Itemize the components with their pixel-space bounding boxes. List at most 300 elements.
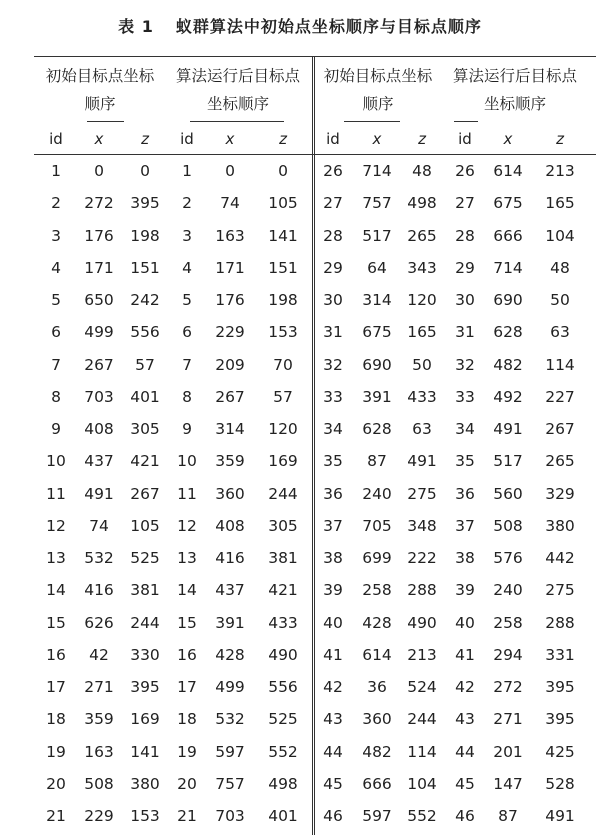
table-cell: 556 xyxy=(268,678,298,696)
table-cell: 425 xyxy=(545,742,575,761)
table-cell: 30 xyxy=(455,291,475,309)
table-row xyxy=(0,768,600,800)
table-cell: 87 xyxy=(367,452,387,471)
table-cell: 267 xyxy=(84,355,114,374)
table-cell: 416 xyxy=(84,581,114,600)
table-cell: 650 xyxy=(84,291,114,309)
table-row xyxy=(0,316,600,348)
table-cell: 29 xyxy=(455,258,475,277)
table-cell: 401 xyxy=(130,387,160,406)
table-cell: 37 xyxy=(323,516,343,535)
table-cell: 33 xyxy=(455,387,475,406)
table-cell: 20 xyxy=(177,774,197,793)
group-header-line1: 算法运行后目标点 xyxy=(175,67,300,85)
table-cell: 169 xyxy=(130,710,160,729)
table-cell: 491 xyxy=(493,420,523,438)
table-cell: 28 xyxy=(455,226,475,245)
table-cell: 38 xyxy=(455,549,475,567)
table-cell: 294 xyxy=(493,645,523,664)
table-cell: 552 xyxy=(268,742,298,761)
table-row xyxy=(0,542,600,574)
table-cell: 16 xyxy=(46,645,66,664)
table-cell: 428 xyxy=(215,645,245,664)
table-cell: 391 xyxy=(215,613,245,632)
table-cell: 151 xyxy=(130,258,160,277)
table-cell: 34 xyxy=(455,420,475,438)
table-cell: 7 xyxy=(51,355,61,374)
table-cell: 46 xyxy=(455,807,475,825)
table-cell: 381 xyxy=(268,549,298,567)
table-cell: 213 xyxy=(545,162,575,180)
table-cell: 703 xyxy=(215,807,245,825)
table-cell: 35 xyxy=(455,452,475,471)
group-header-2 xyxy=(173,62,303,118)
table-cell: 40 xyxy=(323,613,343,632)
table-cell: 48 xyxy=(412,162,432,180)
table-cell: 114 xyxy=(407,742,437,761)
table-cell: 43 xyxy=(455,710,475,729)
table-cell: 690 xyxy=(493,291,523,309)
table-cell: 198 xyxy=(268,291,298,309)
group-header-1 xyxy=(35,62,165,118)
table-cell: 532 xyxy=(84,549,114,567)
table-cell: 1 xyxy=(182,162,192,180)
table-cell: 380 xyxy=(545,516,575,535)
table-cell: 147 xyxy=(493,774,523,793)
table-cell: 32 xyxy=(455,355,475,374)
table-row xyxy=(0,445,600,477)
table-cell: 104 xyxy=(407,774,437,793)
table-cell: 41 xyxy=(323,645,343,664)
table-cell: 151 xyxy=(268,258,298,277)
table-cell: 329 xyxy=(545,484,575,503)
table-cell: 517 xyxy=(493,452,523,471)
table-row xyxy=(0,703,600,735)
table-cell: 15 xyxy=(177,613,197,632)
table-cell: 41 xyxy=(455,645,475,664)
table-cell: 244 xyxy=(407,710,437,729)
table-cell: 705 xyxy=(362,516,392,535)
table-top-rule xyxy=(34,56,596,57)
table-cell: 421 xyxy=(130,452,160,471)
table-cell: 499 xyxy=(84,323,114,342)
table-cell: 626 xyxy=(84,613,114,632)
column-header-id: id xyxy=(458,130,472,148)
table-cell: 437 xyxy=(215,581,245,600)
table-cell: 498 xyxy=(268,774,298,793)
table-cell: 552 xyxy=(407,807,437,825)
table-cell: 408 xyxy=(215,516,245,535)
table-cell: 70 xyxy=(273,355,293,374)
table-cell: 4 xyxy=(51,258,61,277)
table-cell: 416 xyxy=(215,549,245,567)
table-cell: 265 xyxy=(407,226,437,245)
table-cell: 36 xyxy=(455,484,475,503)
column-header-x: x xyxy=(372,130,382,148)
table-row xyxy=(0,639,600,671)
table-cell: 153 xyxy=(268,323,298,342)
table-cell: 4 xyxy=(182,258,192,277)
table-caption xyxy=(0,14,600,37)
table-cell: 528 xyxy=(545,774,575,793)
table-cell: 6 xyxy=(182,323,192,342)
table-cell: 666 xyxy=(362,774,392,793)
table-cell: 401 xyxy=(268,807,298,825)
group-header-4 xyxy=(450,62,580,118)
table-cell: 176 xyxy=(84,226,114,245)
table-cell: 395 xyxy=(545,710,575,729)
table-cell: 209 xyxy=(215,355,245,374)
table-cell: 222 xyxy=(407,549,437,567)
table-cell: 8 xyxy=(51,387,61,406)
table-cell: 0 xyxy=(140,162,150,180)
table-cell: 153 xyxy=(130,807,160,825)
table-cell: 18 xyxy=(46,710,66,729)
table-cell: 498 xyxy=(407,194,437,213)
group-header-line2: 顺序 xyxy=(84,95,116,113)
table-cell: 757 xyxy=(215,774,245,793)
table-cell: 6 xyxy=(51,323,61,342)
table-cell: 272 xyxy=(493,678,523,696)
table-cell: 31 xyxy=(323,323,343,342)
table-cell: 198 xyxy=(130,226,160,245)
table-cell: 272 xyxy=(84,194,114,213)
table-cell: 5 xyxy=(182,291,192,309)
table-cell: 14 xyxy=(177,581,197,600)
table-cell: 171 xyxy=(215,258,245,277)
group-underline-3 xyxy=(344,121,400,122)
table-cell: 57 xyxy=(273,387,293,406)
table-cell: 15 xyxy=(46,613,66,632)
table-cell: 433 xyxy=(407,387,437,406)
table-cell: 628 xyxy=(493,323,523,342)
table-cell: 48 xyxy=(550,258,570,277)
table-cell: 359 xyxy=(215,452,245,471)
table-label: 表 1 xyxy=(118,17,154,36)
table-cell: 74 xyxy=(89,516,109,535)
table-cell: 699 xyxy=(362,549,392,567)
table-cell: 36 xyxy=(323,484,343,503)
table-cell: 17 xyxy=(177,678,197,696)
table-cell: 21 xyxy=(46,807,66,825)
table-row xyxy=(0,284,600,316)
table-cell: 703 xyxy=(84,387,114,406)
table-cell: 314 xyxy=(362,291,392,309)
table-cell: 13 xyxy=(177,549,197,567)
table-cell: 314 xyxy=(215,420,245,438)
table-cell: 120 xyxy=(407,291,437,309)
table-cell: 525 xyxy=(130,549,160,567)
table-caption-text: 蚁群算法中初始点坐标顺序与目标点顺序 xyxy=(175,17,482,36)
table-cell: 26 xyxy=(455,162,475,180)
table-cell: 499 xyxy=(215,678,245,696)
table-cell: 560 xyxy=(493,484,523,503)
table-cell: 0 xyxy=(94,162,104,180)
table-cell: 33 xyxy=(323,387,343,406)
table-cell: 490 xyxy=(268,645,298,664)
column-header-x: x xyxy=(503,130,513,148)
table-cell: 42 xyxy=(89,645,109,664)
table-cell: 19 xyxy=(46,742,66,761)
table-cell: 0 xyxy=(225,162,235,180)
table-cell: 258 xyxy=(493,613,523,632)
table-cell: 437 xyxy=(84,452,114,471)
table-cell: 0 xyxy=(278,162,288,180)
table-cell: 37 xyxy=(455,516,475,535)
table-cell: 12 xyxy=(46,516,66,535)
table-cell: 1 xyxy=(51,162,61,180)
table-row xyxy=(0,800,600,832)
table-cell: 74 xyxy=(220,194,240,213)
table-row xyxy=(0,187,600,219)
table-cell: 229 xyxy=(215,323,245,342)
table-cell: 114 xyxy=(545,355,575,374)
table-cell: 359 xyxy=(84,710,114,729)
table-cell: 408 xyxy=(84,420,114,438)
table-cell: 240 xyxy=(493,581,523,600)
column-header-id: id xyxy=(49,130,63,148)
table-cell: 258 xyxy=(362,581,392,600)
table-cell: 63 xyxy=(412,420,432,438)
table-cell: 421 xyxy=(268,581,298,600)
column-header-id: id xyxy=(326,130,340,148)
table-cell: 395 xyxy=(130,194,160,213)
table-row xyxy=(0,607,600,639)
table-cell: 265 xyxy=(545,452,575,471)
table-cell: 491 xyxy=(84,484,114,503)
table-cell: 628 xyxy=(362,420,392,438)
table-cell: 12 xyxy=(177,516,197,535)
table-row xyxy=(0,155,600,187)
table-cell: 482 xyxy=(493,355,523,374)
table-cell: 675 xyxy=(493,194,523,213)
column-header-z: z xyxy=(141,130,149,148)
table-cell: 244 xyxy=(130,613,160,632)
table-cell: 714 xyxy=(493,258,523,277)
table-cell: 104 xyxy=(545,226,575,245)
table-row xyxy=(0,510,600,542)
table-cell: 38 xyxy=(323,549,343,567)
table-cell: 275 xyxy=(407,484,437,503)
table-cell: 433 xyxy=(268,613,298,632)
table-cell: 428 xyxy=(362,613,392,632)
group-header-line1: 初始目标点坐标 xyxy=(45,67,155,85)
table-cell: 380 xyxy=(130,774,160,793)
table-cell: 5 xyxy=(51,291,61,309)
table-cell: 20 xyxy=(46,774,66,793)
table-cell: 31 xyxy=(455,323,475,342)
column-header-z: z xyxy=(279,130,287,148)
table-cell: 27 xyxy=(455,194,475,213)
table-cell: 614 xyxy=(362,645,392,664)
group-underline-4 xyxy=(454,121,478,122)
table-cell: 240 xyxy=(362,484,392,503)
column-header-z: z xyxy=(418,130,426,148)
table-cell: 395 xyxy=(130,678,160,696)
table-row xyxy=(0,381,600,413)
table-cell: 229 xyxy=(84,807,114,825)
table-cell: 490 xyxy=(407,613,437,632)
table-cell: 391 xyxy=(362,387,392,406)
table-cell: 288 xyxy=(545,613,575,632)
table-cell: 227 xyxy=(545,387,575,406)
table-cell: 508 xyxy=(84,774,114,793)
table-cell: 714 xyxy=(362,162,392,180)
table-cell: 491 xyxy=(545,807,575,825)
table-cell: 666 xyxy=(493,226,523,245)
table-cell: 18 xyxy=(177,710,197,729)
table-cell: 690 xyxy=(362,355,392,374)
table-cell: 28 xyxy=(323,226,343,245)
table-cell: 45 xyxy=(323,774,343,793)
group-header-3 xyxy=(313,62,443,118)
table-cell: 13 xyxy=(46,549,66,567)
table-cell: 532 xyxy=(215,710,245,729)
table-cell: 105 xyxy=(130,516,160,535)
table-cell: 29 xyxy=(323,258,343,277)
column-header-x: x xyxy=(94,130,104,148)
table-cell: 141 xyxy=(130,742,160,761)
table-cell: 40 xyxy=(455,613,475,632)
table-cell: 288 xyxy=(407,581,437,600)
table-cell: 45 xyxy=(455,774,475,793)
table-cell: 171 xyxy=(84,258,114,277)
table-cell: 597 xyxy=(215,742,245,761)
table-cell: 348 xyxy=(407,516,437,535)
table-cell: 50 xyxy=(412,355,432,374)
table-cell: 244 xyxy=(268,484,298,503)
table-cell: 10 xyxy=(46,452,66,471)
table-cell: 57 xyxy=(135,355,155,374)
table-cell: 757 xyxy=(362,194,392,213)
group-header-line2: 坐标顺序 xyxy=(206,95,269,113)
column-header-id: id xyxy=(180,130,194,148)
table-cell: 87 xyxy=(498,807,518,825)
table-cell: 271 xyxy=(493,710,523,729)
table-row xyxy=(0,736,600,768)
group-header-line2: 顺序 xyxy=(362,95,394,113)
table-cell: 42 xyxy=(455,678,475,696)
table-cell: 267 xyxy=(545,420,575,438)
table-cell: 2 xyxy=(51,194,61,213)
table-cell: 360 xyxy=(215,484,245,503)
table-row xyxy=(0,478,600,510)
table-cell: 242 xyxy=(130,291,160,309)
table-cell: 508 xyxy=(493,516,523,535)
table-cell: 16 xyxy=(177,645,197,664)
table-cell: 34 xyxy=(323,420,343,438)
table-cell: 26 xyxy=(323,162,343,180)
table-cell: 675 xyxy=(362,323,392,342)
column-header-x: x xyxy=(225,130,235,148)
table-cell: 39 xyxy=(323,581,343,600)
table-cell: 275 xyxy=(545,581,575,600)
table-cell: 11 xyxy=(46,484,66,503)
column-header-z: z xyxy=(556,130,564,148)
table-cell: 120 xyxy=(268,420,298,438)
table-cell: 46 xyxy=(323,807,343,825)
table-cell: 44 xyxy=(323,742,343,761)
table-cell: 517 xyxy=(362,226,392,245)
group-header-line2: 坐标顺序 xyxy=(483,95,546,113)
table-cell: 556 xyxy=(130,323,160,342)
table-cell: 614 xyxy=(493,162,523,180)
table-cell: 482 xyxy=(362,742,392,761)
table-cell: 305 xyxy=(268,516,298,535)
table-cell: 32 xyxy=(323,355,343,374)
table-cell: 10 xyxy=(177,452,197,471)
table-cell: 395 xyxy=(545,678,575,696)
table-cell: 9 xyxy=(182,420,192,438)
table-cell: 165 xyxy=(545,194,575,213)
table-cell: 21 xyxy=(177,807,197,825)
table-cell: 525 xyxy=(268,710,298,729)
table-cell: 141 xyxy=(268,226,298,245)
table-cell: 19 xyxy=(177,742,197,761)
table-cell: 8 xyxy=(182,387,192,406)
table-cell: 360 xyxy=(362,710,392,729)
table-cell: 381 xyxy=(130,581,160,600)
group-header-line1: 算法运行后目标点 xyxy=(452,67,577,85)
table-cell: 27 xyxy=(323,194,343,213)
table-cell: 492 xyxy=(493,387,523,406)
table-cell: 213 xyxy=(407,645,437,664)
table-row xyxy=(0,252,600,284)
table-cell: 17 xyxy=(46,678,66,696)
table-cell: 343 xyxy=(407,258,437,277)
table-cell: 163 xyxy=(215,226,245,245)
table-cell: 63 xyxy=(550,323,570,342)
table-row xyxy=(0,574,600,606)
table-cell: 11 xyxy=(177,484,197,503)
table-row xyxy=(0,220,600,252)
table-cell: 9 xyxy=(51,420,61,438)
table-row xyxy=(0,413,600,445)
table-cell: 165 xyxy=(407,323,437,342)
table-cell: 35 xyxy=(323,452,343,471)
table-cell: 442 xyxy=(545,549,575,567)
table-cell: 3 xyxy=(182,226,192,245)
table-cell: 42 xyxy=(323,678,343,696)
table-cell: 105 xyxy=(268,194,298,213)
table-cell: 331 xyxy=(545,645,575,664)
table-row xyxy=(0,671,600,703)
table-cell: 14 xyxy=(46,581,66,600)
table-cell: 176 xyxy=(215,291,245,309)
table-row xyxy=(0,349,600,381)
table-cell: 271 xyxy=(84,678,114,696)
table-cell: 267 xyxy=(215,387,245,406)
table-cell: 163 xyxy=(84,742,114,761)
group-underline-1 xyxy=(87,121,124,122)
table-cell: 44 xyxy=(455,742,475,761)
table-cell: 576 xyxy=(493,549,523,567)
table-cell: 64 xyxy=(367,258,387,277)
group-underline-2 xyxy=(190,121,284,122)
table-cell: 330 xyxy=(130,645,160,664)
table-cell: 491 xyxy=(407,452,437,471)
table-cell: 305 xyxy=(130,420,160,438)
table-cell: 43 xyxy=(323,710,343,729)
table-cell: 3 xyxy=(51,226,61,245)
table-cell: 30 xyxy=(323,291,343,309)
table-cell: 267 xyxy=(130,484,160,503)
table-cell: 36 xyxy=(367,678,387,696)
table-cell: 50 xyxy=(550,291,570,309)
table-cell: 169 xyxy=(268,452,298,471)
table-cell: 2 xyxy=(182,194,192,213)
table-cell: 597 xyxy=(362,807,392,825)
